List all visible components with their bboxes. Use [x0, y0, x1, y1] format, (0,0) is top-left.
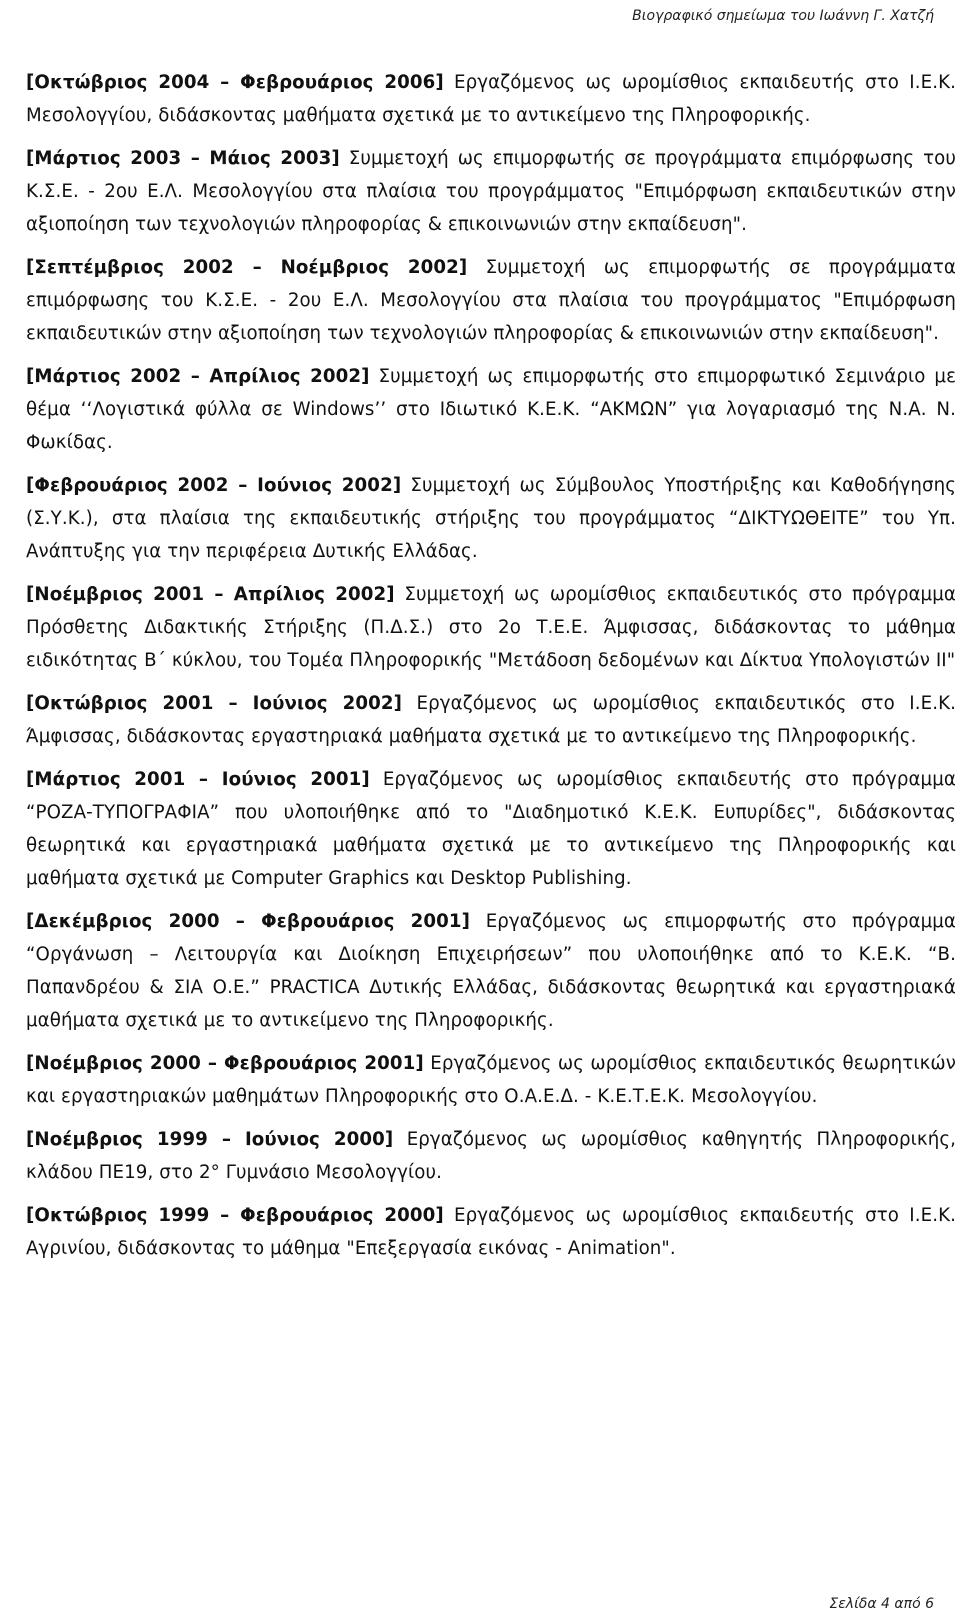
- entry-text: Εργαζόμενος ως επιμορφωτής στο πρόγραμμα “Οργάνωση – Λειτουργία και Διοίκηση Επιχειρήσεων” που υλοποιήθηκε από το Κ.Ε.Κ. “Β. Παπανδρέου & ΣΙΑ Ο.Ε.” PRACTICA Δυτικής Ελλάδας, διδάσκοντας θεωρητικά και εργαστηριακά μαθήματα σχετικά με το αντικείμενο της Πληροφορικής.: [26, 911, 957, 1031]
- entry-period: [Νοέμβριος 2001 – Απρίλιος 2002]: [26, 584, 395, 605]
- entry-period: [Φεβρουάριος 2002 – Ιούνιος 2002]: [26, 475, 402, 496]
- cv-entry: [26, 142, 956, 241]
- cv-entry: [26, 469, 956, 568]
- cv-entry: [26, 360, 956, 459]
- entry-period: [Οκτώβριος 2001 – Ιούνιος 2002]: [26, 693, 403, 714]
- entry-text: Συμμετοχή ως Σύμβουλος Υποστήριξης και Καθοδήγησης (Σ.Υ.Κ.), στα πλαίσια της εκπαιδευτικής στήριξης του προγράμματος “ΔΙΚΤΥΩΘΕΙΤΕ” του Υπ. Ανάπτυξης για την περιφέρεια Δυτικής Ελλάδας.: [26, 475, 956, 562]
- entry-text: Εργαζόμενος ως ωρομίσθιος εκπαιδευτικός θεωρητικών και εργαστηριακών μαθημάτων Πληροφορικής στο Ο.Α.Ε.Δ. - Κ.Ε.Τ.Ε.Κ. Μεσολογγίου.: [26, 1053, 957, 1107]
- cv-entry: [26, 1047, 956, 1113]
- cv-entry: [26, 1199, 956, 1265]
- page-number: Σελίδα 4 από 6: [829, 1596, 934, 1612]
- cv-entry: [26, 763, 956, 895]
- entry-text: Συμμετοχή ως ωρομίσθιος εκπαιδευτικός στο πρόγραμμα Πρόσθετης Διδακτικής Στήριξης (Π.Δ.Σ.) στο 2ο Τ.Ε.Ε. Άμφισσας, διδάσκοντας το μάθημα ειδικότητας Β΄ κύκλου, του Τομέα Πληροφορικής "Μετάδοση δεδομένων και Δίκτυα Υπολογιστών ΙΙ": [26, 584, 956, 671]
- entry-text: Εργαζόμενος ως ωρομίσθιος εκπαιδευτής στο Ι.Ε.Κ. Αγρινίου, διδάσκοντας το μάθημα "Επεξεργασία εικόνας - Animation".: [26, 1205, 956, 1259]
- cv-entries: [26, 66, 956, 1275]
- entry-period: [Σεπτέμβριος 2002 – Νοέμβριος 2002]: [26, 257, 468, 278]
- page-header: Βιογραφικό σημείωμα του Ιωάννη Γ. Χατζή: [632, 8, 934, 24]
- entry-text: Συμμετοχή ως επιμορφωτής στο επιμορφωτικό Σεμινάριο με θέμα ‘‘Λογιστικά φύλλα σε Windows’’ στο Ιδιωτικό Κ.Ε.Κ. “ΑΚΜΩΝ” για λογαριασμό της Ν.Α. Ν. Φωκίδας.: [26, 366, 956, 453]
- entry-period: [Μάρτιος 2001 – Ιούνιος 2001]: [26, 769, 370, 790]
- entry-text: Εργαζόμενος ως ωρομίσθιος εκπαιδευτής στο Ι.Ε.Κ. Μεσολογγίου, διδάσκοντας μαθήματα σχετικά με το αντικείμενο της Πληροφορικής.: [26, 72, 956, 126]
- entry-period: [Οκτώβριος 2004 – Φεβρουάριος 2006]: [26, 72, 444, 93]
- cv-entry: [26, 66, 956, 132]
- entry-period: [Δεκέμβριος 2000 – Φεβρουάριος 2001]: [26, 911, 471, 932]
- cv-entry: [26, 578, 956, 677]
- entry-period: [Οκτώβριος 1999 – Φεβρουάριος 2000]: [26, 1205, 444, 1226]
- cv-entry: [26, 1123, 956, 1189]
- entry-text: Συμμετοχή ως επιμορφωτής σε προγράμματα επιμόρφωσης του Κ.Σ.Ε. - 2ου Ε.Λ. Μεσολογγίου στα πλαίσια του προγράμματος "Επιμόρφωση εκπαιδευτικών στην αξιοποίηση των τεχνολογιών πληροφορίας & επικοινωνιών στην εκπαίδευση".: [26, 257, 956, 344]
- entry-period: [Μάρτιος 2003 – Μάιος 2003]: [26, 148, 340, 169]
- entry-period: [Μάρτιος 2002 – Απρίλιος 2002]: [26, 366, 370, 387]
- entry-text: Εργαζόμενος ως ωρομίσθιος καθηγητής Πληροφορικής, κλάδου ΠΕ19, στο 2° Γυμνάσιο Μεσολογγίου.: [26, 1129, 956, 1183]
- entry-text: Εργαζόμενος ως ωρομίσθιος εκπαιδευτής στο πρόγραμμα “ΡΟΖΑ-ΤΥΠΟΓΡΑΦΙΑ” που υλοποιήθηκε από το "Διαδημοτικό Κ.Ε.Κ. Ευπυρίδες", διδάσκοντας θεωρητικά και εργαστηριακά μαθήματα σχετικά με το αντικείμενο της Πληροφορικής και μαθήματα σχετικά με Computer Graphics και Desktop Publishing.: [26, 769, 956, 889]
- cv-entry: [26, 905, 956, 1037]
- entry-text: Εργαζόμενος ως ωρομίσθιος εκπαιδευτικός στο Ι.Ε.Κ. Άμφισσας, διδάσκοντας εργαστηριακά μαθήματα σχετικά με το αντικείμενο της Πληροφορικής.: [26, 693, 956, 747]
- cv-entry: [26, 687, 956, 753]
- entry-text: Συμμετοχή ως επιμορφωτής σε προγράμματα επιμόρφωσης του Κ.Σ.Ε. - 2ου Ε.Λ. Μεσολογγίου στα πλαίσια του προγράμματος "Επιμόρφωση εκπαιδευτικών στην αξιοποίηση των τεχνολογιών πληροφορίας & επικοινωνιών στην εκπαίδευση".: [26, 148, 956, 235]
- entry-period: [Νοέμβριος 2000 – Φεβρουάριος 2001]: [26, 1053, 424, 1074]
- cv-entry: [26, 251, 956, 350]
- entry-period: [Νοέμβριος 1999 – Ιούνιος 2000]: [26, 1129, 394, 1150]
